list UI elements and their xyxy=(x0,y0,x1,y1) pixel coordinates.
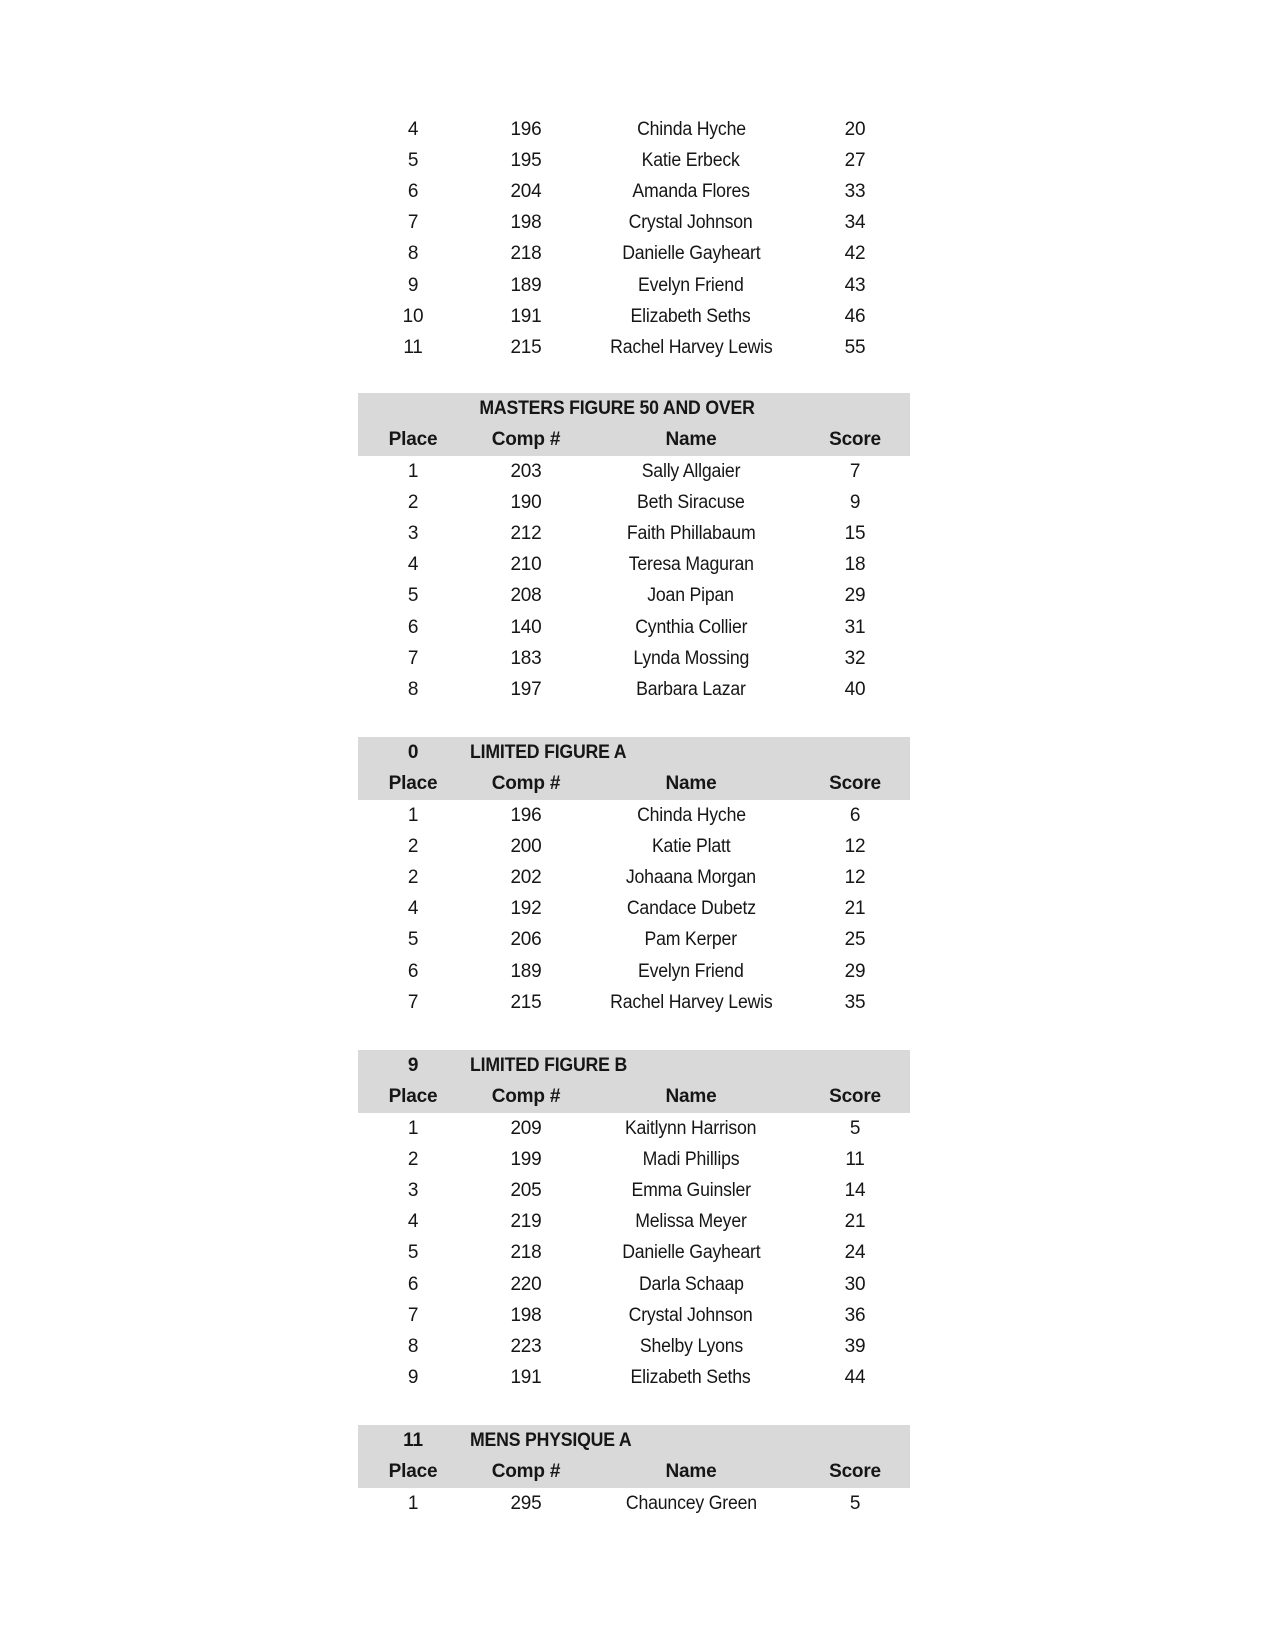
score-cell: 5 xyxy=(849,1117,861,1139)
table-row xyxy=(358,800,910,831)
score-cell: 29 xyxy=(844,585,866,607)
table-row xyxy=(358,674,910,705)
place-cell: 6 xyxy=(407,960,419,982)
score-cell: 32 xyxy=(844,647,866,669)
place-cell: 5 xyxy=(407,585,419,607)
score-cell: 40 xyxy=(844,678,866,700)
table-row xyxy=(358,301,910,332)
column-header-row xyxy=(358,424,910,456)
section-header-band xyxy=(358,1425,910,1488)
place-cell: 3 xyxy=(407,1179,419,1201)
column-header-comp: Comp # xyxy=(491,773,561,794)
column-header-name: Name xyxy=(665,1461,717,1482)
competitor-name: Pam Kerper xyxy=(644,929,738,951)
comp-number-cell: 189 xyxy=(510,274,542,296)
competitor-name: Johaana Morgan xyxy=(625,866,757,888)
competitor-name: Sally Allgaier xyxy=(641,460,741,482)
table-row xyxy=(358,1175,910,1206)
score-cell: 11 xyxy=(845,1148,865,1170)
section-title-text: LIMITED FIGURE B xyxy=(470,1054,628,1076)
competitor-name: Amanda Flores xyxy=(632,180,750,202)
column-header-place: Place xyxy=(388,773,438,794)
score-cell: 46 xyxy=(844,305,866,327)
comp-number-cell: 210 xyxy=(510,554,542,576)
column-header-score: Score xyxy=(829,773,881,794)
name-cell xyxy=(571,114,811,145)
comp-number-cell: 295 xyxy=(510,1492,542,1514)
table-row xyxy=(358,270,910,301)
place-cell: 4 xyxy=(407,1211,419,1233)
table-row xyxy=(358,894,910,925)
table-row xyxy=(358,987,910,1018)
comp-number-cell: 195 xyxy=(510,149,542,171)
column-header-place: Place xyxy=(388,429,438,450)
competitor-name: Rachel Harvey Lewis xyxy=(609,336,773,358)
competitor-name: Faith Phillabaum xyxy=(626,522,756,544)
comp-number-cell: 218 xyxy=(510,243,542,265)
score-cell: 55 xyxy=(844,336,866,358)
section-number: 11 xyxy=(403,1429,423,1451)
section-number: 9 xyxy=(407,1054,419,1076)
place-cell: 6 xyxy=(407,180,419,202)
section-header-band xyxy=(358,1050,910,1113)
comp-number-cell: 220 xyxy=(510,1273,542,1295)
column-header-name: Name xyxy=(665,1086,717,1107)
comp-number-cell: 190 xyxy=(510,491,542,513)
name-cell xyxy=(571,1207,811,1238)
competitor-name: Candace Dubetz xyxy=(626,898,756,920)
comp-number-cell: 191 xyxy=(510,305,542,327)
place-cell: 8 xyxy=(407,243,419,265)
place-cell: 9 xyxy=(407,274,419,296)
section-title-text: MASTERS FIGURE 50 AND OVER xyxy=(479,397,755,419)
comp-number-cell: 209 xyxy=(510,1117,542,1139)
column-header-row xyxy=(358,1456,910,1488)
table-row xyxy=(358,956,910,987)
name-cell xyxy=(571,1488,811,1519)
section-title-row xyxy=(358,1050,910,1081)
score-cell: 9 xyxy=(849,491,861,513)
section-mens-physique-a xyxy=(358,1425,910,1519)
place-cell: 5 xyxy=(407,929,419,951)
score-cell: 43 xyxy=(844,274,866,296)
table-row xyxy=(358,332,910,363)
comp-number-cell: 200 xyxy=(510,835,542,857)
section-title-text: LIMITED FIGURE A xyxy=(470,741,627,763)
name-cell xyxy=(571,581,811,612)
score-cell: 31 xyxy=(844,616,866,638)
comp-number-cell: 183 xyxy=(510,647,542,669)
competitor-name: Elizabeth Seths xyxy=(631,1367,751,1389)
table-row xyxy=(358,550,910,581)
name-cell xyxy=(571,1238,811,1269)
place-cell: 3 xyxy=(407,522,419,544)
place-cell: 7 xyxy=(407,647,419,669)
score-cell: 44 xyxy=(844,1367,866,1389)
comp-number-cell: 218 xyxy=(510,1242,542,1264)
score-cell: 39 xyxy=(844,1335,866,1357)
competitor-name: Emma Guinsler xyxy=(631,1179,751,1201)
comp-number-cell: 198 xyxy=(510,212,542,234)
score-cell: 15 xyxy=(844,522,866,544)
section-header-band xyxy=(358,737,910,800)
name-cell xyxy=(571,550,811,581)
section-masters-figure-50-and-over xyxy=(358,393,910,706)
name-cell xyxy=(571,925,811,956)
comp-number-cell: 189 xyxy=(510,960,542,982)
column-header-place: Place xyxy=(388,1086,438,1107)
competitor-name: Evelyn Friend xyxy=(638,274,744,296)
section-header-band xyxy=(358,393,910,456)
place-cell: 10 xyxy=(402,305,424,327)
competitor-name: Crystal Johnson xyxy=(629,212,753,234)
section-title xyxy=(418,393,816,424)
table-row xyxy=(358,1144,910,1175)
competitor-name: Teresa Maguran xyxy=(628,554,754,576)
competitor-name: Katie Erbeck xyxy=(642,149,740,171)
comp-number-cell: 202 xyxy=(510,866,542,888)
name-cell xyxy=(571,239,811,270)
table-row xyxy=(358,518,910,549)
table-row xyxy=(358,1363,910,1394)
name-cell xyxy=(571,674,811,705)
table-row xyxy=(358,145,910,176)
section-title-row xyxy=(358,737,910,768)
section-title xyxy=(470,737,870,768)
table-row xyxy=(358,1300,910,1331)
place-cell: 6 xyxy=(407,616,419,638)
place-cell: 1 xyxy=(407,460,419,482)
table-row xyxy=(358,1269,910,1300)
name-cell xyxy=(571,301,811,332)
comp-number-cell: 203 xyxy=(510,460,542,482)
competitor-name: Rachel Harvey Lewis xyxy=(609,991,773,1013)
competitor-name: Shelby Lyons xyxy=(639,1335,743,1357)
score-cell: 21 xyxy=(844,1211,866,1233)
competitor-name: Melissa Meyer xyxy=(635,1211,747,1233)
name-cell xyxy=(571,145,811,176)
competitor-name: Lynda Mossing xyxy=(633,647,749,669)
place-cell: 7 xyxy=(407,212,419,234)
name-cell xyxy=(571,332,811,363)
place-cell: 5 xyxy=(407,149,419,171)
competitor-name: Chinda Hyche xyxy=(636,118,746,140)
competitor-name: Chinda Hyche xyxy=(636,804,746,826)
place-cell: 5 xyxy=(407,1242,419,1264)
competitor-name: Katie Platt xyxy=(651,835,731,857)
column-header-name: Name xyxy=(665,773,717,794)
column-header-comp: Comp # xyxy=(491,1086,561,1107)
name-cell xyxy=(571,1175,811,1206)
table-row xyxy=(358,208,910,239)
name-cell xyxy=(571,176,811,207)
table-row xyxy=(358,831,910,862)
name-cell xyxy=(571,1113,811,1144)
score-cell: 18 xyxy=(844,554,866,576)
name-cell xyxy=(571,1300,811,1331)
name-cell xyxy=(571,1269,811,1300)
place-cell: 7 xyxy=(407,1304,419,1326)
score-cell: 30 xyxy=(844,1273,866,1295)
table-row xyxy=(358,1238,910,1269)
name-cell xyxy=(571,270,811,301)
name-cell xyxy=(571,862,811,893)
table-row xyxy=(358,581,910,612)
table-row xyxy=(358,487,910,518)
score-cell: 21 xyxy=(844,898,866,920)
name-cell xyxy=(571,1331,811,1362)
name-cell xyxy=(571,487,811,518)
place-cell: 4 xyxy=(407,554,419,576)
table-row xyxy=(358,643,910,674)
section-title-row xyxy=(358,1425,910,1456)
table-row xyxy=(358,612,910,643)
section-title-row xyxy=(358,393,910,424)
name-cell xyxy=(571,456,811,487)
table-row xyxy=(358,176,910,207)
column-header-name: Name xyxy=(665,429,717,450)
table-row xyxy=(358,1488,910,1519)
comp-number-cell: 212 xyxy=(510,522,542,544)
column-header-comp: Comp # xyxy=(491,429,561,450)
column-header-score: Score xyxy=(829,1086,881,1107)
score-cell: 12 xyxy=(844,866,866,888)
table-row xyxy=(358,114,910,145)
place-cell: 4 xyxy=(407,898,419,920)
place-cell: 9 xyxy=(407,1367,419,1389)
score-cell: 42 xyxy=(844,243,866,265)
competitor-name: Darla Schaap xyxy=(638,1273,744,1295)
place-cell: 2 xyxy=(407,491,419,513)
competitor-name: Elizabeth Seths xyxy=(631,305,751,327)
comp-number-cell: 215 xyxy=(510,991,542,1013)
comp-number-cell: 204 xyxy=(510,180,542,202)
place-cell: 8 xyxy=(407,678,419,700)
name-cell xyxy=(571,643,811,674)
section-title-text: MENS PHYSIQUE A xyxy=(470,1429,632,1451)
comp-number-cell: 219 xyxy=(510,1211,542,1233)
score-cell: 29 xyxy=(844,960,866,982)
competitor-name: Kaitlynn Harrison xyxy=(625,1117,757,1139)
competitor-name: Crystal Johnson xyxy=(629,1304,753,1326)
table-row xyxy=(358,1331,910,1362)
name-cell xyxy=(571,831,811,862)
place-cell: 1 xyxy=(407,1117,419,1139)
comp-number-cell: 197 xyxy=(510,678,542,700)
table-row xyxy=(358,1113,910,1144)
section-limited-figure-b xyxy=(358,1050,910,1394)
comp-number-cell: 196 xyxy=(510,804,542,826)
section-title xyxy=(470,1425,870,1456)
score-cell: 34 xyxy=(844,212,866,234)
comp-number-cell: 223 xyxy=(510,1335,542,1357)
score-cell: 27 xyxy=(844,149,866,171)
name-cell xyxy=(571,956,811,987)
place-cell: 7 xyxy=(407,991,419,1013)
score-cell: 7 xyxy=(849,460,861,482)
place-cell: 6 xyxy=(407,1273,419,1295)
score-cell: 25 xyxy=(844,929,866,951)
comp-number-cell: 191 xyxy=(510,1367,542,1389)
place-cell: 4 xyxy=(407,118,419,140)
name-cell xyxy=(571,208,811,239)
table-row xyxy=(358,1207,910,1238)
competitor-name: Barbara Lazar xyxy=(636,678,746,700)
column-header-row xyxy=(358,768,910,800)
place-cell: 1 xyxy=(407,1492,419,1514)
table-row xyxy=(358,239,910,270)
competitor-name: Beth Siracuse xyxy=(637,491,745,513)
score-cell: 20 xyxy=(844,118,866,140)
score-cell: 24 xyxy=(844,1242,866,1264)
competitor-name: Joan Pipan xyxy=(647,585,735,607)
name-cell xyxy=(571,1144,811,1175)
score-cell: 36 xyxy=(844,1304,866,1326)
table-row xyxy=(358,925,910,956)
comp-number-cell: 206 xyxy=(510,929,542,951)
table-row xyxy=(358,862,910,893)
place-cell: 1 xyxy=(407,804,419,826)
table-row xyxy=(358,456,910,487)
score-cell: 33 xyxy=(844,180,866,202)
competitor-name: Chauncey Green xyxy=(625,1492,757,1514)
comp-number-cell: 192 xyxy=(510,898,542,920)
score-cell: 14 xyxy=(844,1179,866,1201)
section-title xyxy=(470,1050,870,1081)
score-cell: 35 xyxy=(844,991,866,1013)
competitor-name: Danielle Gayheart xyxy=(621,1242,761,1264)
continued-results-table xyxy=(358,114,910,364)
comp-number-cell: 198 xyxy=(510,1304,542,1326)
column-header-score: Score xyxy=(829,429,881,450)
comp-number-cell: 208 xyxy=(510,585,542,607)
place-cell: 11 xyxy=(403,336,423,358)
competitor-name: Madi Phillips xyxy=(642,1148,740,1170)
place-cell: 2 xyxy=(407,1148,419,1170)
column-header-row xyxy=(358,1081,910,1113)
name-cell xyxy=(571,518,811,549)
name-cell xyxy=(571,987,811,1018)
score-cell: 5 xyxy=(849,1492,861,1514)
score-cell: 12 xyxy=(844,835,866,857)
name-cell xyxy=(571,1363,811,1394)
place-cell: 8 xyxy=(407,1335,419,1357)
competitor-name: Cynthia Collier xyxy=(634,616,748,638)
comp-number-cell: 205 xyxy=(510,1179,542,1201)
comp-number-cell: 196 xyxy=(510,118,542,140)
column-header-place: Place xyxy=(388,1461,438,1482)
comp-number-cell: 215 xyxy=(510,336,542,358)
competitor-name: Evelyn Friend xyxy=(638,960,744,982)
name-cell xyxy=(571,800,811,831)
section-number: 0 xyxy=(407,741,419,763)
competitor-name: Danielle Gayheart xyxy=(621,243,761,265)
comp-number-cell: 140 xyxy=(510,616,542,638)
comp-number-cell: 199 xyxy=(510,1148,542,1170)
name-cell xyxy=(571,894,811,925)
column-header-score: Score xyxy=(829,1461,881,1482)
column-header-comp: Comp # xyxy=(491,1461,561,1482)
score-cell: 6 xyxy=(849,804,861,826)
place-cell: 2 xyxy=(407,835,419,857)
section-limited-figure-a xyxy=(358,737,910,1018)
name-cell xyxy=(571,612,811,643)
place-cell: 2 xyxy=(407,866,419,888)
